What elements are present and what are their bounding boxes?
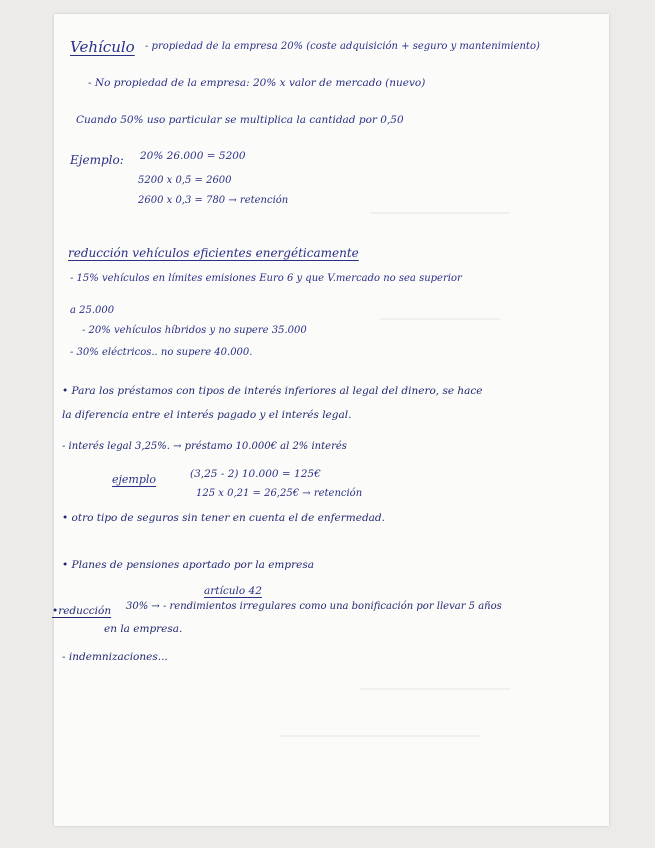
note-line: 30% → - rendimientos irregulares como una bonificación por llevar 5 años	[126, 601, 502, 612]
article-label: artículo 42	[204, 585, 262, 597]
calc-line: 5200 x 0,5 = 2600	[138, 175, 232, 186]
note-line: la diferencia entre el interés pagado y el interés legal.	[62, 409, 352, 421]
note-line: - propiedad de la empresa 20% (coste adquisición + seguro y mantenimiento)	[145, 41, 540, 52]
note-line: - indemnizaciones...	[62, 651, 168, 663]
bleed-through-mark	[280, 735, 480, 737]
example-label: ejemplo	[112, 473, 157, 486]
section-title-reduccion: reducción vehículos eficientes energéticamente	[68, 246, 359, 260]
bleed-through-mark	[370, 212, 510, 214]
bleed-through-mark	[360, 688, 510, 690]
note-line: a 25.000	[70, 305, 115, 316]
calc-line: (3,25 - 2) 10.000 = 125€	[190, 468, 321, 480]
example-label: Ejemplo:	[70, 153, 124, 167]
note-line: - 15% vehículos en límites emisiones Euro 6 y que V.mercado no sea superior	[70, 273, 462, 284]
note-line: • otro tipo de seguros sin tener en cuenta el de enfermedad.	[62, 512, 385, 524]
calc-line: 2600 x 0,3 = 780 → retención	[138, 195, 289, 206]
reduction-label: •reducción	[52, 605, 112, 617]
calc-line: 20% 26.000 = 5200	[140, 150, 246, 162]
note-line: Cuando 50% uso particular se multiplica la cantidad por 0,50	[76, 114, 404, 126]
note-line: - No propiedad de la empresa: 20% x valor de mercado (nuevo)	[88, 77, 426, 89]
note-line: • Para los préstamos con tipos de interés inferiores al legal del dinero, se hace	[62, 385, 483, 397]
bleed-through-mark	[380, 318, 500, 320]
calc-line: 125 x 0,21 = 26,25€ → retención	[196, 488, 363, 499]
note-line: - 30% eléctricos.. no supere 40.000.	[70, 347, 253, 358]
note-line: - 20% vehículos híbridos y no supere 35.000	[82, 325, 307, 336]
section-title-vehiculo: Vehículo	[70, 38, 135, 56]
note-line: • Planes de pensiones aportado por la empresa	[62, 559, 314, 571]
note-line: - interés legal 3,25%. → préstamo 10.000€ al 2% interés	[62, 441, 347, 452]
note-line: en la empresa.	[104, 623, 183, 635]
